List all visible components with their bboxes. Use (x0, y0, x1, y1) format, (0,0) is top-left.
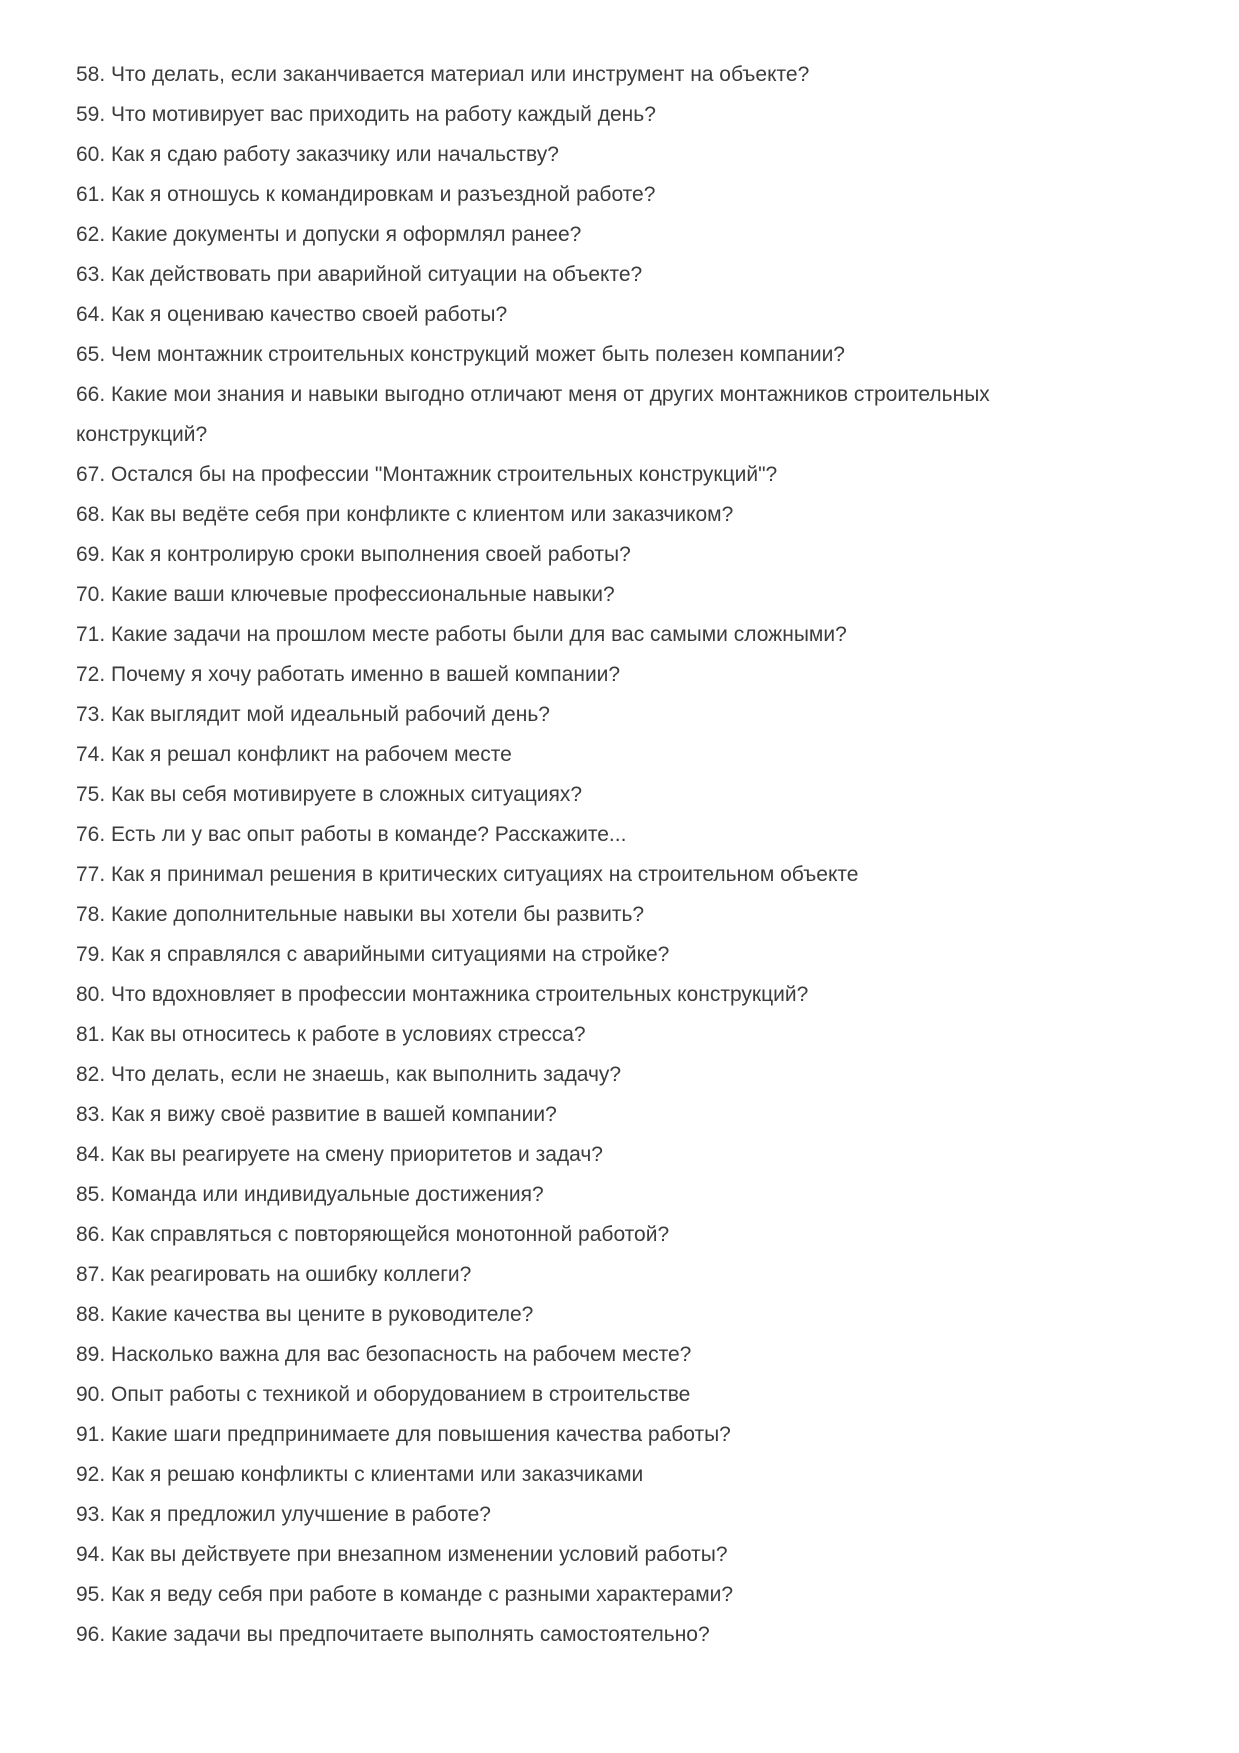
question-item: 66. Какие мои знания и навыки выгодно отличают меня от других монтажников строительных конструкций? (76, 383, 990, 446)
question-item: 65. Чем монтажник строительных конструкций может быть полезен компании? (76, 343, 845, 366)
question-item: 79. Как я справлялся с аварийными ситуациями на стройке? (76, 943, 670, 966)
question-item: 77. Как я принимал решения в критических ситуациях на строительном объекте (76, 863, 859, 886)
question-item: 63. Как действовать при аварийной ситуации на объекте? (76, 263, 643, 286)
question-item: 96. Какие задачи вы предпочитаете выполнять самостоятельно? (76, 1623, 710, 1646)
question-item: 68. Как вы ведёте себя при конфликте с клиентом или заказчиком? (76, 503, 734, 526)
question-item: 73. Как выглядит мой идеальный рабочий день? (76, 703, 550, 726)
question-item: 85. Команда или индивидуальные достижения? (76, 1183, 544, 1206)
question-item: 58. Что делать, если заканчивается материал или инструмент на объекте? (76, 63, 810, 86)
question-item: 59. Что мотивирует вас приходить на работу каждый день? (76, 103, 656, 126)
question-item: 61. Как я отношусь к командировкам и разъездной работе? (76, 183, 656, 206)
question-item: 80. Что вдохновляет в профессии монтажника строительных конструкций? (76, 983, 809, 1006)
question-item: 67. Остался бы на профессии "Монтажник строительных конструкций"? (76, 463, 778, 486)
question-item: 60. Как я сдаю работу заказчику или начальству? (76, 143, 559, 166)
question-item: 92. Как я решаю конфликты с клиентами или заказчиками (76, 1463, 644, 1486)
question-item: 82. Что делать, если не знаешь, как выполнить задачу? (76, 1063, 622, 1086)
question-item: 95. Как я веду себя при работе в команде с разными характерами? (76, 1583, 734, 1606)
question-item: 88. Какие качества вы цените в руководителе? (76, 1303, 534, 1326)
question-item: 81. Как вы относитесь к работе в условиях стресса? (76, 1023, 586, 1046)
question-item: 86. Как справляться с повторяющейся монотонной работой? (76, 1223, 670, 1246)
question-item: 74. Как я решал конфликт на рабочем месте (76, 743, 512, 766)
question-item: 62. Какие документы и допуски я оформлял ранее? (76, 223, 582, 246)
question-item: 71. Какие задачи на прошлом месте работы были для вас самыми сложными? (76, 623, 847, 646)
question-item: 89. Насколько важна для вас безопасность на рабочем месте? (76, 1343, 692, 1366)
question-item: 72. Почему я хочу работать именно в вашей компании? (76, 663, 621, 686)
question-item: 76. Есть ли у вас опыт работы в команде? Расскажите... (76, 823, 627, 846)
question-item: 84. Как вы реагируете на смену приоритетов и задач? (76, 1143, 603, 1166)
question-item: 78. Какие дополнительные навыки вы хотели бы развить? (76, 903, 645, 926)
question-item: 91. Какие шаги предпринимаете для повышения качества работы? (76, 1423, 731, 1446)
question-item: 90. Опыт работы с техникой и оборудованием в строительстве (76, 1383, 691, 1406)
question-item: 83. Как я вижу своё развитие в вашей компании? (76, 1103, 557, 1126)
question-item: 70. Какие ваши ключевые профессиональные навыки? (76, 583, 615, 606)
question-item: 87. Как реагировать на ошибку коллеги? (76, 1263, 472, 1286)
question-item: 75. Как вы себя мотивируете в сложных ситуациях? (76, 783, 583, 806)
question-item: 64. Как я оцениваю качество своей работы? (76, 303, 508, 326)
question-item: 93. Как я предложил улучшение в работе? (76, 1503, 491, 1526)
question-item: 69. Как я контролирую сроки выполнения своей работы? (76, 543, 631, 566)
question-item: 94. Как вы действуете при внезапном изменении условий работы? (76, 1543, 728, 1566)
